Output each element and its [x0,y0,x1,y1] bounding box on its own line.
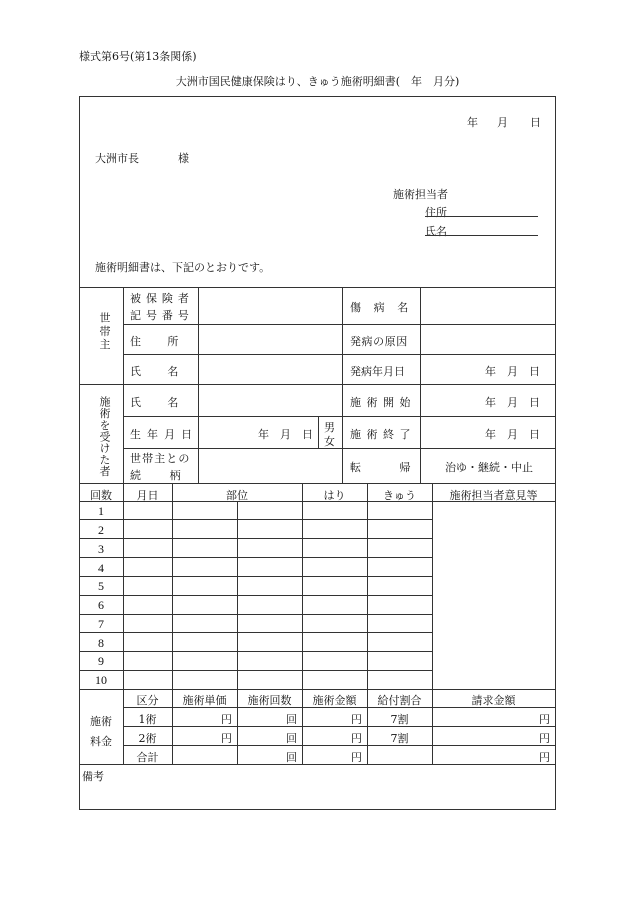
fees-header-claim: 請求金額 [471,694,516,707]
fees-header-amount: 施術金額 [312,694,357,707]
header-kyu: きゅう [383,489,416,502]
fees-header-count: 施術回数 [247,694,292,707]
treatment-start-value: 年 月 日 [485,396,540,409]
fee-ratio: 7割 [390,713,409,726]
addressee-name: 大洲市長 [95,152,139,165]
header-opinion: 施術担当者意見等 [449,489,538,502]
treatment-start-label: 施術開始 [350,396,416,409]
row-number: 1 [98,504,104,518]
practitioner-address-label: 住所 [425,206,447,219]
fees-header-unit-price: 施術単価 [182,694,227,707]
householder-section-label: 世帯主 [98,312,111,352]
fee-claim-yen: 円 [539,751,550,764]
fee-row-label: 合計 [136,751,159,764]
patient-name-label: 氏名 [130,396,205,409]
fees-header-ratio: 給付割合 [377,694,422,707]
fee-claim-yen: 円 [539,732,550,745]
row-number: 7 [98,617,104,631]
fee-unit-yen: 円 [221,713,232,726]
onset-date-value: 年 月 日 [485,365,540,378]
relation-label-2: 続柄 [130,469,210,482]
cause-label: 発病の原因 [350,335,408,348]
header-hari: はり [323,489,346,502]
householder-name-label: 氏名 [130,365,205,378]
date-month: 月 [497,116,508,129]
fee-unit-yen: 円 [221,732,232,745]
header-body-part: 部位 [226,489,248,502]
fee-ratio: 7割 [390,732,409,745]
row-number: 2 [98,523,104,537]
statement-text: 施術明細書は、下記のとおりです。 [95,261,271,274]
treatment-end-label: 施術終了 [350,428,416,441]
date-day: 日 [530,116,541,129]
address-label: 住所 [130,335,205,348]
sex-male[interactable]: 男 [324,421,335,434]
addressee-honorific: 様 [178,152,189,165]
fee-amount-yen: 円 [351,732,362,745]
form-number: 様式第6号(第13条関係) [79,50,197,63]
row-number: 10 [95,673,107,687]
row-number: 5 [98,579,104,593]
practitioner-address-line [425,216,538,217]
header-count: 回数 [90,489,112,502]
fee-claim-yen: 円 [539,713,550,726]
fees-header-category: 区分 [136,694,159,707]
outcome-options[interactable]: 治ゆ・継続・中止 [445,461,533,474]
fee-count-unit: 回 [286,732,297,745]
treatment-end-value: 年 月 日 [485,428,540,441]
fees-section-label [79,712,123,752]
practitioner-name-line [425,235,538,236]
injury-name-label: 傷病名 [350,301,421,314]
page-title: 大洲市国民健康保険はり、きゅう施術明細書( 年 月分) [175,75,460,88]
fee-row-label: 2術 [138,732,157,745]
row-number: 6 [98,598,104,612]
relation-label-1: 世帯主との [130,452,191,465]
practitioner-name-label: 氏名 [425,225,447,238]
birth-date-value: 年 月 日 [258,428,313,441]
fee-amount-yen: 円 [351,713,362,726]
header-date: 月日 [136,489,159,502]
patient-section-label: 施術を受けた者 [98,395,111,477]
birth-date-label: 生年月日 [130,428,199,441]
row-number: 9 [98,654,104,668]
onset-date-label: 発病年月日 [350,365,405,378]
fee-count-unit: 回 [286,713,297,726]
row-number: 4 [98,561,104,575]
insured-number-label-1: 被保険者 [130,292,194,305]
fee-row-label: 1術 [138,713,157,726]
fees-section-text: 施術料金 [90,715,112,748]
fee-count-unit: 回 [286,751,297,764]
practitioner-label: 施術担当者 [393,188,448,201]
sex-female[interactable]: 女 [324,435,335,448]
row-number: 8 [98,636,104,650]
outcome-label: 転帰 [350,461,449,474]
date-year: 年 [467,116,478,129]
row-number: 3 [98,542,104,556]
insured-number-label-2: 記号番号 [130,309,194,322]
remarks-label: 備考 [82,770,104,783]
fee-amount-yen: 円 [351,751,362,764]
